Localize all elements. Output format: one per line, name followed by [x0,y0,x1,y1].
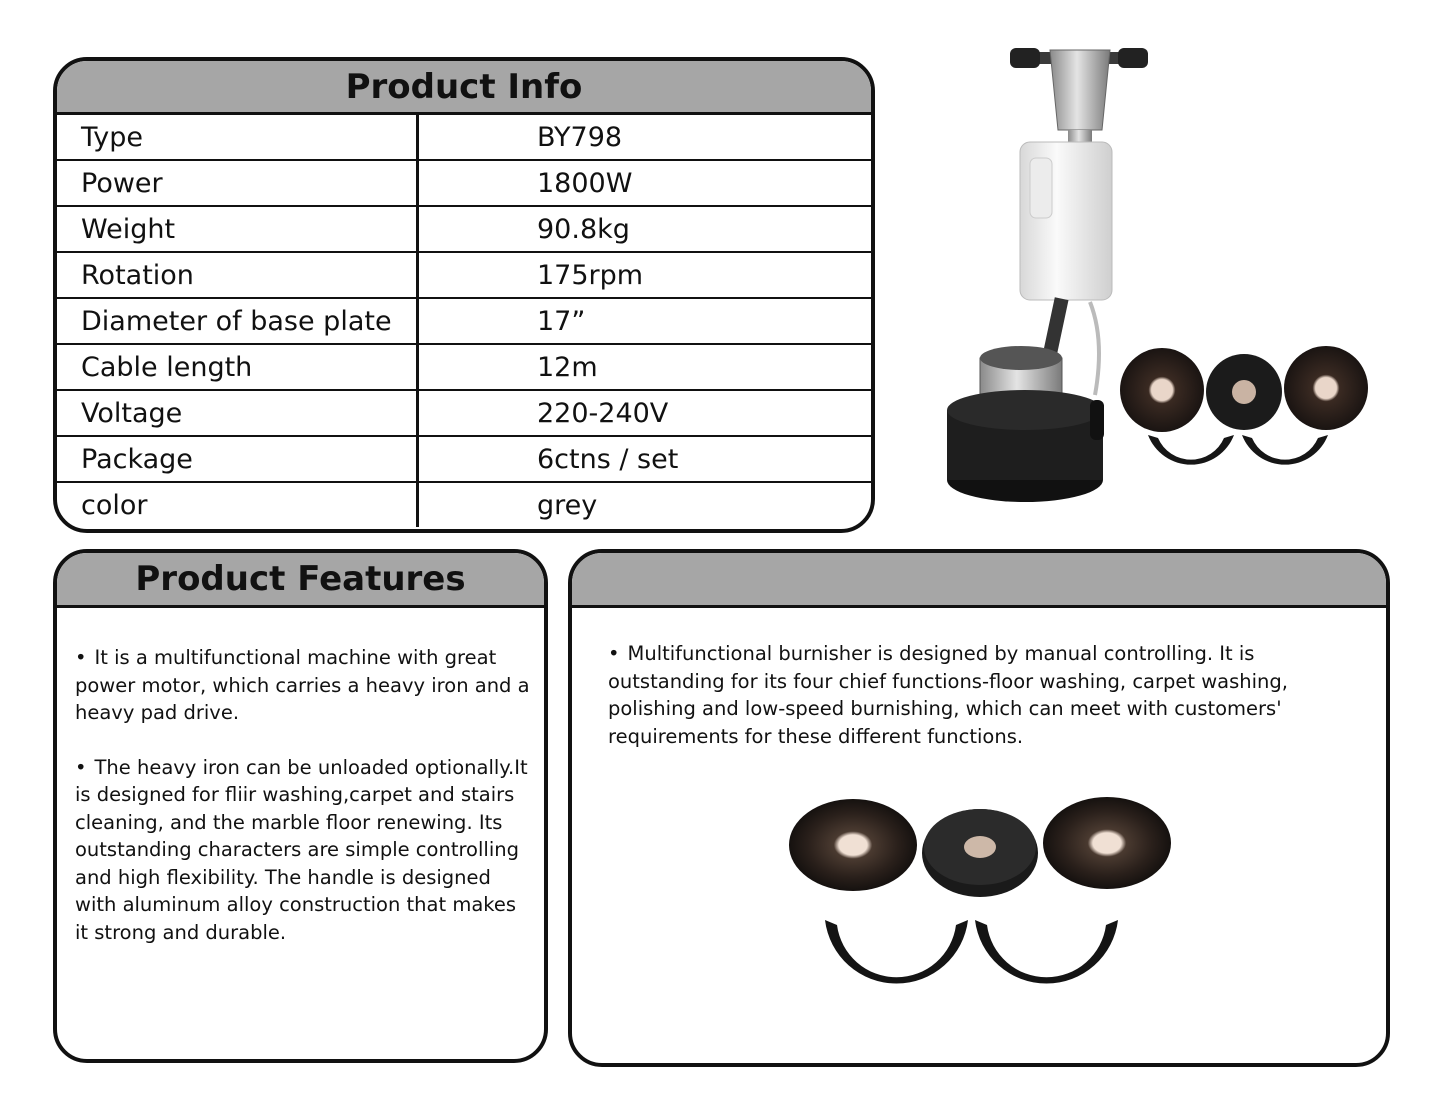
product-info-panel [53,57,875,533]
description-body: Multifunctional burnisher is designed by manual controlling. It is outstanding for its four chief functions-floor washing, carpet washing, polishing and low-speed burnishing, which can meet with customers' requirements for these different functions. [608,642,1288,748]
table-row [57,206,871,252]
bullet: • [75,755,87,779]
spec-value: grey [537,489,598,521]
spec-label: Power [57,160,418,206]
feature-paragraph [75,754,530,947]
spec-label: Cable length [57,344,418,390]
feature-text: It is a multifunctional machine with great power motor, which carries a heavy iron and a heavy pad drive. [75,646,530,724]
floor-machine-image [930,40,1390,510]
bullet: • [608,642,620,665]
bullet: • [75,646,87,669]
spec-label: Package [57,436,418,482]
table-row [57,344,871,390]
spec-label: Diameter of base plate [57,298,418,344]
table-row [57,160,871,206]
product-info-title: Product Info [57,61,871,115]
spec-value: BY798 [418,115,872,160]
description-title [572,553,1386,608]
table-row [57,115,871,160]
spec-value: 175rpm [418,252,872,298]
spec-label: Weight [57,206,418,252]
description-text [572,608,1386,750]
brush-accessories-image [780,795,1180,1020]
table-row [57,482,871,527]
feature-paragraph [75,644,530,727]
spec-label: Rotation [57,252,418,298]
spec-label: Type [57,115,418,160]
product-features-panel [53,549,548,1063]
spec-label: color [57,482,418,527]
table-row [57,436,871,482]
spec-value: 220-240V [418,390,872,436]
table-row [57,298,871,344]
spec-value: 12m [418,344,872,390]
spec-value: 90.8kg [418,206,872,252]
features-text [57,608,544,946]
feature-text: The heavy iron can be unloaded optionally.It is designed for fliir washing,carpet and stairs cleaning, and the marble floor renewing. Its outstanding characters are simple controlling and high flexibility. The handle is designed with aluminum alloy construction that makes it strong and durable. [75,755,528,944]
spec-table [57,115,871,527]
spec-value: 1800W [418,160,872,206]
table-row [57,390,871,436]
spec-value: 17” [418,298,872,344]
product-features-title: Product Features [57,553,544,608]
spec-value: 6ctns / set [418,436,872,482]
description-paragraph [608,640,1346,750]
table-row [57,252,871,298]
spec-label: Voltage [57,390,418,436]
